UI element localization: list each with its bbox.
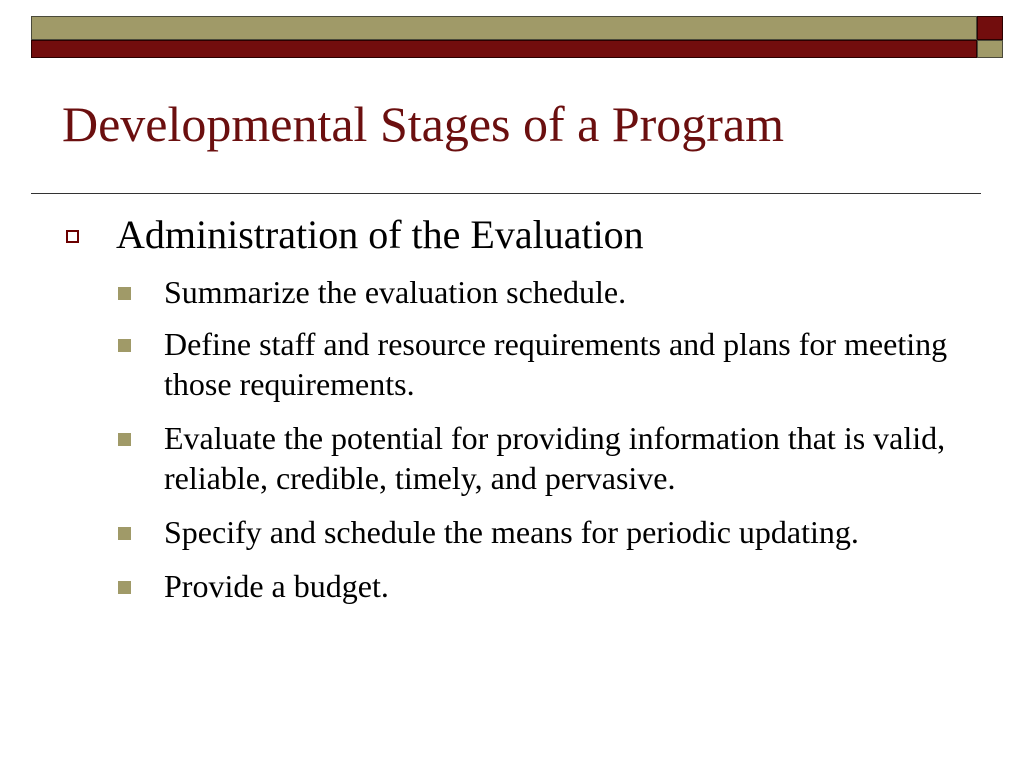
list-item-text: Define staff and resource requirements and plans for meeting those requirements.: [164, 326, 948, 402]
list-item: [118, 512, 958, 552]
main-bullet-row: [66, 212, 966, 258]
list-item: [118, 272, 958, 312]
square-bullet-icon: [118, 287, 131, 300]
list-item: [118, 566, 958, 606]
square-bullet-icon: [118, 339, 131, 352]
title-divider: [31, 193, 981, 194]
sub-bullet-list: [118, 272, 958, 620]
square-bullet-icon: [118, 527, 131, 540]
square-bullet-icon: [118, 433, 131, 446]
corner-block-red: [977, 16, 1003, 40]
list-item-text: Summarize the evaluation schedule.: [164, 274, 627, 310]
list-item-text: Specify and schedule the means for periodic updating.: [164, 514, 859, 550]
slide-title: Developmental Stages of a Program: [62, 96, 785, 152]
list-item-text: Provide a budget.: [164, 568, 389, 604]
corner-block-olive: [977, 40, 1003, 58]
list-item: [118, 418, 958, 498]
header-banner-olive: [31, 16, 977, 40]
main-bullet-text: Administration of the Evaluation: [116, 212, 644, 257]
main-bullet: [66, 212, 966, 258]
hollow-square-bullet-icon: [66, 230, 79, 243]
square-bullet-icon: [118, 581, 131, 594]
list-item: [118, 324, 958, 404]
list-item-text: Evaluate the potential for providing information that is valid, reliable, credible, timely, and pervasive.: [164, 420, 946, 496]
header-banner-red: [31, 40, 977, 58]
